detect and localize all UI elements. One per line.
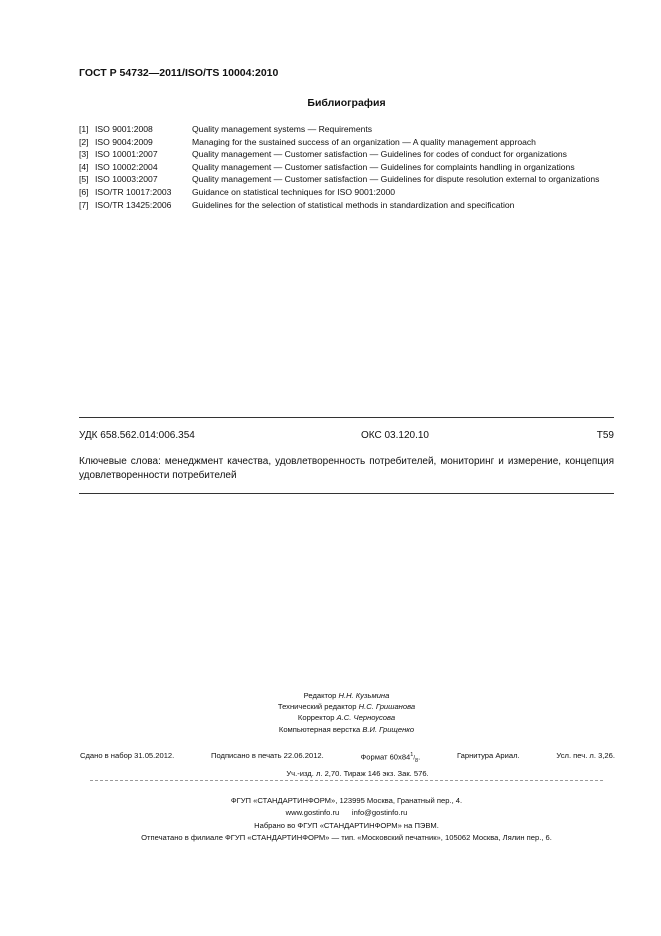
publisher-printed: Отпечатано в филиале ФГУП «СТАНДАРТИНФОРМ» — тип. «Московский печатник», 105062 Москва, Лялин пер., 6. [141, 833, 552, 843]
credit-label: Корректор [297, 713, 335, 723]
list-item [79, 148, 615, 161]
dashed-divider [90, 780, 603, 781]
bibliography-list [79, 123, 615, 211]
format-sub: 8 [415, 758, 419, 765]
reference-code: ISO 10002:2004 [95, 161, 158, 172]
reference-title: Quality management — Customer satisfaction — Guidelines for codes of conduct for organizations [192, 149, 567, 160]
reference-number: [6] [79, 186, 89, 197]
typeface: Гарнитура Ариал. [456, 751, 520, 760]
reference-code: ISO 10001:2007 [95, 149, 158, 160]
reference-number: [5] [79, 174, 89, 185]
credit-person: В.И. Грищенко [362, 724, 415, 734]
list-item [79, 199, 615, 212]
bibliography-title: Библиография [307, 97, 386, 109]
credit-layout [0, 724, 661, 735]
credit-label: Редактор [303, 691, 337, 700]
credit-editor [0, 690, 661, 701]
credit-corrector [0, 712, 661, 723]
reference-code: ISO 10003:2007 [95, 174, 158, 185]
reference-number: [7] [79, 199, 89, 210]
divider-bottom [79, 493, 614, 494]
document-header: ГОСТ Р 54732—2011/ISO/TS 10004:2010 [79, 67, 279, 79]
credit-tech-editor [0, 701, 661, 712]
reference-number: [1] [79, 124, 89, 134]
udc-code: УДК 658.562.014:006.354 [79, 430, 195, 441]
divider-top [79, 417, 614, 418]
credit-person: А.С. Черноусова [336, 713, 396, 723]
reference-code: ISO/TR 10017:2003 [95, 186, 172, 197]
publisher-typeset: Набрано во ФГУП «СТАНДАРТИНФОРМ» на ПЭВМ. [254, 820, 439, 830]
reference-number: [2] [79, 136, 89, 147]
reference-number: [3] [79, 149, 89, 160]
list-item [79, 136, 615, 149]
submitted-date: Сдано в набор 31.05.2012. [80, 751, 175, 760]
format-text: Формат 60x84 [360, 752, 411, 762]
publisher-website[interactable]: www.gostinfo.ru [285, 808, 340, 818]
publisher-contacts [0, 807, 661, 819]
list-item [79, 161, 615, 174]
format-suffix: . [418, 752, 421, 762]
print-details-line-1 [80, 750, 615, 768]
reference-code: ISO 9001:2008 [95, 124, 153, 134]
credit-person: Н.Н. Кузьмина [338, 691, 390, 700]
print-sheets: Усл. печ. л. 3,26. [556, 751, 615, 760]
list-item [79, 173, 615, 186]
print-details-line-2: Уч.-изд. л. 2,70. Тираж 146 экз. Зак. 576. [286, 768, 429, 778]
list-item [79, 123, 615, 136]
t-code: Т59 [596, 430, 614, 441]
publisher-info [0, 795, 661, 845]
list-item [79, 186, 615, 199]
credit-label: Компьютерная верстка [278, 724, 361, 734]
oks-code: ОКС 03.120.10 [361, 430, 429, 441]
reference-title: Managing for the sustained success of an organization — A quality management approach [192, 136, 536, 147]
signed-date: Подписано в печать 22.06.2012. [211, 751, 324, 760]
reference-code: ISO/TR 13425:2006 [95, 199, 172, 210]
credits [0, 690, 661, 735]
credit-label: Технический редактор [277, 702, 357, 712]
reference-title: Quality management — Customer satisfaction — Guidelines for dispute resolution external to organizations [192, 174, 600, 185]
keywords: Ключевые слова: менеджмент качества, удовлетворенность потребителей, мониторинг и измерение, концепция удовлетворенности потребителей [79, 456, 614, 481]
reference-title: Guidance on statistical techniques for ISO 9001:2000 [192, 186, 396, 197]
reference-title: Guidelines for the selection of statistical methods in standardization and specification [192, 199, 515, 210]
reference-title: Quality management systems — Requirements [192, 124, 373, 134]
paper-format: Формат $60x84^1/_8$. [360, 752, 421, 765]
reference-code: ISO 9004:2009 [95, 136, 153, 147]
reference-title: Quality management — Customer satisfaction — Guidelines for complaints handling in organizations [192, 161, 575, 172]
publisher-address: ФГУП «СТАНДАРТИНФОРМ», 123995 Москва, Гранатный пер., 4. [230, 796, 463, 805]
reference-number: [4] [79, 161, 89, 172]
print-details [80, 750, 615, 779]
format-sup: 1 [410, 752, 414, 758]
publisher-email[interactable]: info@gostinfo.ru [351, 808, 408, 818]
credit-person: Н.С. Гришанова [358, 702, 416, 712]
